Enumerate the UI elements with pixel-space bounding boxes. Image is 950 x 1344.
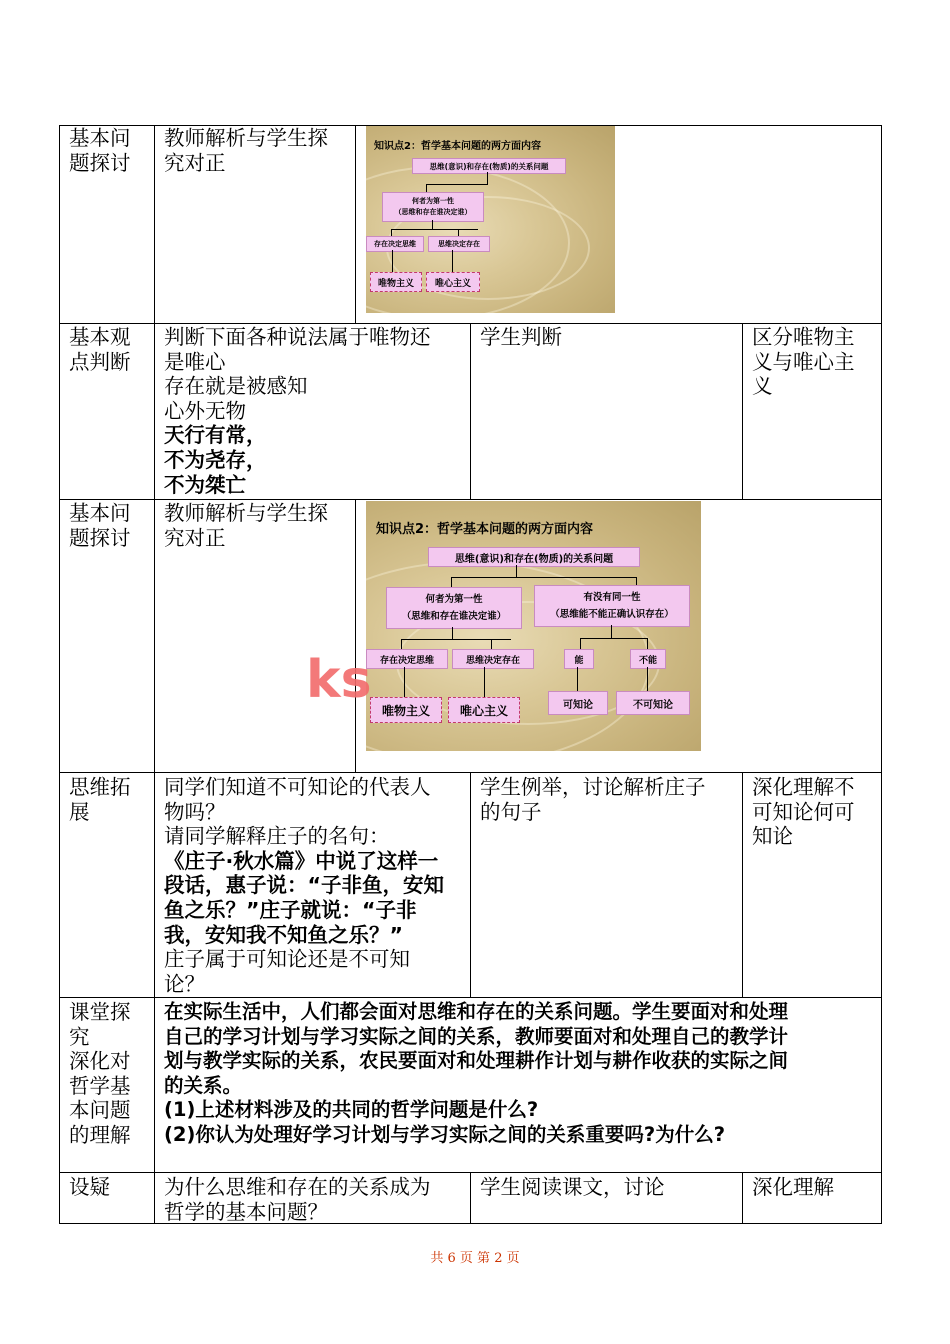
- row5-material: 在实际生活中，人们都会面对思维和存在的关系问题。学生要面对和处理 自己的学习计划与学习实际之间的关系，教师要面对和处理自己的教学计 划与教学实际的关系，农民要面对和处理耕作计划与耕作收获的实际之间 的关系。 (1)上述材料涉及的共同的哲学问题是什么? (2)你认为处理好学习计划与学习实际之间的关系重要吗?为什么?: [164, 1000, 789, 1146]
- first-nature-box: 何者为第一性 （思维和存在谁决定谁）: [382, 192, 484, 222]
- connector: [432, 220, 433, 229]
- connector: [452, 627, 453, 639]
- connector: [426, 184, 427, 192]
- connector: [580, 638, 581, 649]
- row6-activity: 为什么思维和存在的关系成为 哲学的基本问题？: [164, 1175, 431, 1224]
- table-border-right: [881, 125, 882, 1224]
- row5-category: 课堂探 究 深化对 哲学基 本问题 的理解: [69, 1000, 131, 1147]
- row6-student-activity: 学生阅读课文，讨论: [480, 1175, 665, 1199]
- column-divider: [355, 125, 356, 323]
- row2-activity: 判断下面各种说法属于唯物还 是唯心 存在就是被感知 心外无物 天行有常， 不为尧存， 不为桀亡: [164, 325, 431, 497]
- cannot-box: 不能: [630, 649, 666, 669]
- relation-box: 思维(意识)和存在(物质)的关系问题: [412, 158, 566, 174]
- relation-box: 思维(意识)和存在(物质)的关系问题: [428, 547, 640, 567]
- row-divider: [59, 997, 882, 998]
- slide-image-philosophy-basic-question-full: [366, 501, 701, 751]
- can-box: 能: [564, 649, 594, 669]
- row2-category: 基本观 点判断: [69, 325, 131, 374]
- connector: [451, 577, 452, 587]
- row2-goal: 区分唯物主 义与唯心主 义: [752, 325, 855, 399]
- column-divider: [470, 323, 471, 499]
- connector: [611, 625, 612, 638]
- idealism-box: 唯心主义: [448, 697, 520, 723]
- materialism-box: 唯物主义: [370, 272, 422, 292]
- connector: [401, 639, 402, 649]
- row1-activity: 教师解析与学生探 究对正: [164, 126, 328, 175]
- row4-category: 思维拓 展: [69, 775, 131, 824]
- connector: [647, 638, 648, 649]
- connector: [391, 229, 478, 230]
- connector: [458, 229, 459, 236]
- column-divider: [742, 772, 743, 997]
- row1-category: 基本问 题探讨: [69, 126, 131, 175]
- connector: [516, 565, 517, 577]
- connector: [636, 577, 637, 585]
- table-border-left: [59, 125, 60, 1224]
- row4-goal: 深化理解不 可知论何可 知论: [752, 775, 855, 849]
- existence-determines-thought-box: 存在决定思维: [366, 236, 424, 252]
- row3-category: 基本问 题探讨: [69, 501, 131, 550]
- materialism-box: 唯物主义: [370, 697, 442, 723]
- slide-title: 知识点2：哲学基本问题的两方面内容: [376, 522, 594, 537]
- column-divider: [470, 1172, 471, 1223]
- connector: [426, 184, 488, 185]
- column-divider: [742, 323, 743, 499]
- connector: [484, 667, 485, 697]
- column-divider: [742, 1172, 743, 1223]
- page-footer: 共 6 页 第 2 页: [430, 1251, 520, 1266]
- identity-box: 有没有同一性 （思维能不能正确认识存在）: [534, 585, 690, 627]
- thought-determines-existence-box: 思维决定存在: [428, 236, 490, 252]
- row4-student-activity: 学生例举，讨论解析庄子 的句子: [480, 775, 706, 824]
- column-divider: [470, 772, 471, 997]
- connector: [391, 229, 392, 236]
- row-divider: [59, 499, 882, 500]
- connector: [647, 667, 648, 691]
- column-divider: [355, 499, 356, 772]
- idealism-box: 唯心主义: [426, 272, 480, 292]
- unknowable-box: 不可知论: [616, 691, 690, 715]
- row4-activity: 同学们知道不可知论的代表人 物吗？ 请同学解释庄子的名句： 《庄子·秋水篇》中说了这样一 段话，惠子说：“子非鱼，安知 鱼之乐？”庄子就说：“子非 我，安知我不知鱼之乐？” 庄子属于可知论还是不可知 论？: [164, 775, 444, 996]
- connector: [452, 250, 453, 272]
- slide-title: 知识点2：哲学基本问题的两方面内容: [374, 141, 541, 152]
- first-nature-box: 何者为第一性 （思维和存在谁决定谁）: [386, 587, 522, 629]
- existence-determines-thought-box: 存在决定思维: [366, 649, 448, 669]
- connector: [577, 667, 578, 691]
- watermark-logo: ks: [306, 650, 372, 710]
- slide-image-philosophy-basic-question-small: [366, 126, 615, 313]
- connector: [451, 577, 636, 578]
- connector: [404, 667, 405, 697]
- connector: [487, 172, 488, 184]
- column-divider: [154, 125, 155, 1224]
- thought-determines-existence-box: 思维决定存在: [452, 649, 534, 669]
- row3-activity: 教师解析与学生探 究对正: [164, 501, 328, 550]
- connector: [401, 639, 511, 640]
- connector: [580, 638, 648, 639]
- connector: [491, 639, 492, 649]
- row2-student-activity: 学生判断: [480, 325, 562, 349]
- connector: [392, 250, 393, 272]
- row6-category: 设疑: [69, 1175, 110, 1199]
- knowable-box: 可知论: [548, 691, 608, 715]
- row6-goal: 深化理解: [752, 1175, 834, 1199]
